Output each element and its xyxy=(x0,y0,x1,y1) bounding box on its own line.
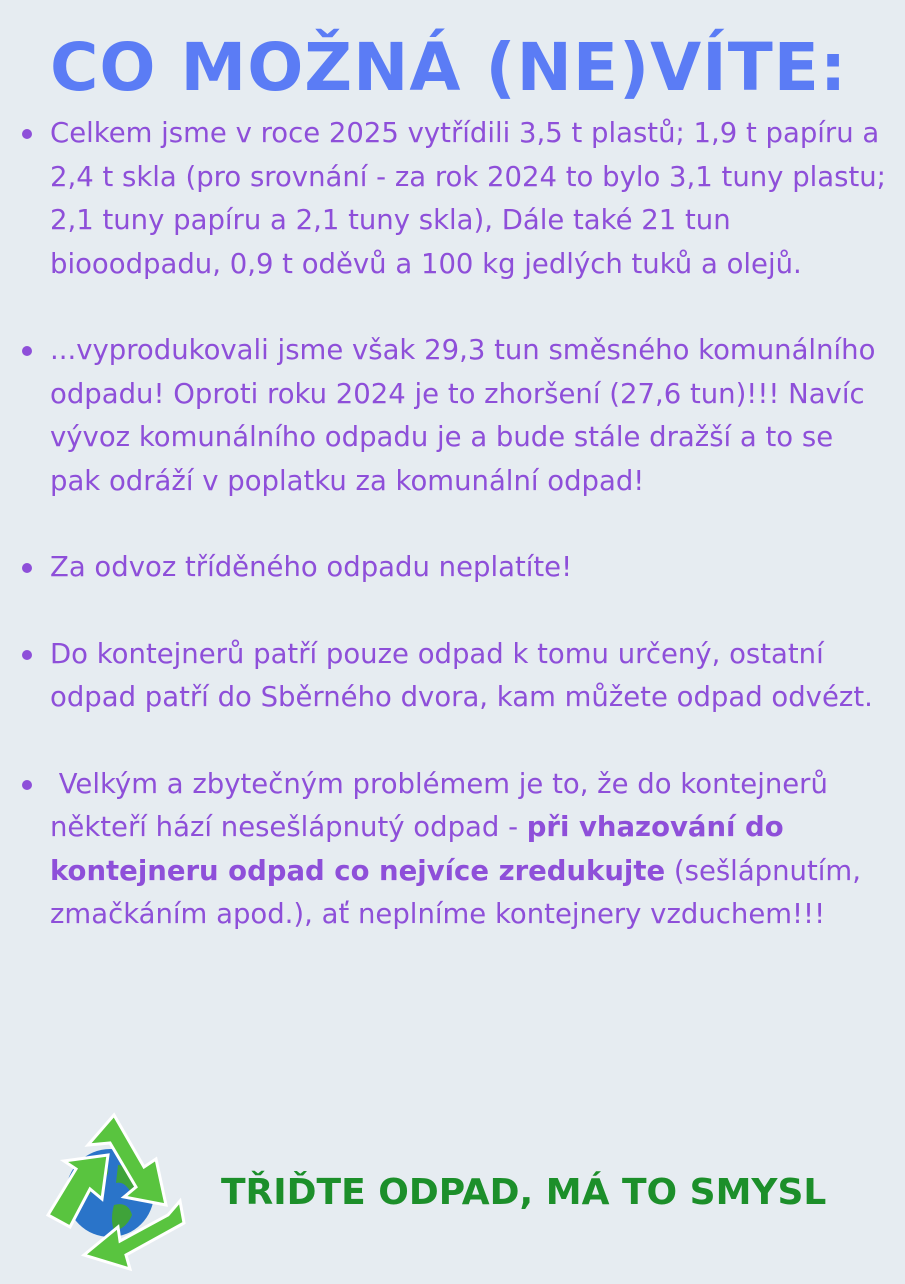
page-title: CO MOŽNÁ (NE)VÍTE: xyxy=(50,29,848,106)
list-item xyxy=(0,112,905,286)
bullet-text: Do kontejnerů patří pouze odpad k tomu určený, ostatní odpad patří do Sběrného dvora, kam můžete odpad odvézt. xyxy=(50,637,873,713)
bullet-highlight: při vhazování do kontejneru odpad co nejvíce zredukujte xyxy=(50,811,784,887)
info-list xyxy=(0,112,905,980)
bullet-text: Za odvoz tříděného odpadu neplatíte! xyxy=(50,551,573,583)
bullet-text: ...vyprodukovali jsme však 29,3 tun směsného komunálního odpadu! Oproti roku 2024 je to zhoršení (27,6 tun)!!! Navíc vývoz komunálního odpadu je a bude stále dražší a to se pak odráží v poplatku za komunální odpad! xyxy=(50,334,876,497)
list-item xyxy=(0,763,905,937)
recycle-globe-icon xyxy=(18,1105,203,1280)
list-item xyxy=(0,329,905,503)
bullet-text: Celkem jsme v roce 2025 vytřídili 3,5 t plastů; 1,9 t papíru a 2,4 t skla (pro srovnání - za rok 2024 to bylo 3,1 tuny plastu; 2,1 tuny papíru a 2,1 tuny skla), Dále také 21 tun biooodpadu, 0,9 t oděvů a 100 kg jedlých tuků a olejů. xyxy=(50,117,886,280)
bullet-text: (sešlápnutím, zmačkáním apod.), ať neplníme kontejnery vzduchem!!! xyxy=(50,854,861,930)
slogan-text: TŘIĎTE ODPAD, MÁ TO SMYSL xyxy=(221,1172,827,1213)
bullet-text: Velkým a zbytečným problémem je to, že do kontejnerů někteří hází nesešlápnutý odpad - xyxy=(50,767,837,843)
list-item xyxy=(0,633,905,720)
list-item xyxy=(0,546,905,590)
